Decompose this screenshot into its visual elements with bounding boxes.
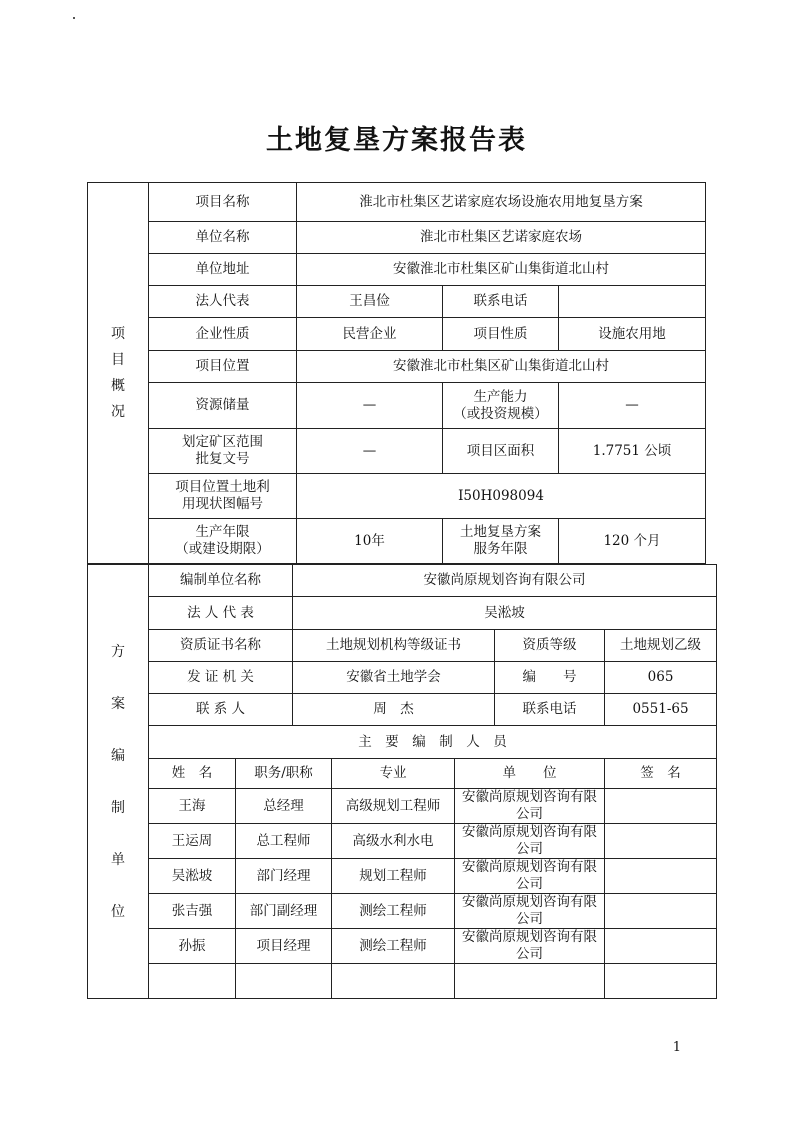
staff-sign <box>605 929 717 964</box>
staff-unit <box>455 964 605 999</box>
staff-title: 部门经理 <box>236 859 332 894</box>
location-label: 项目位置 <box>149 351 297 383</box>
staff-name: 王海 <box>149 789 236 824</box>
section-label-char: 制 <box>111 799 125 816</box>
staff-major: 测绘工程师 <box>332 929 455 964</box>
col-header-sign: 签 名 <box>605 759 717 789</box>
mining-doc-label-line1: 划定矿区范围 <box>182 434 263 450</box>
scan-speck <box>73 17 75 19</box>
staff-title: 总经理 <box>236 789 332 824</box>
staff-name: 张吉强 <box>149 894 236 929</box>
staff-sign <box>605 894 717 929</box>
staff-unit: 安徽尚原规划咨询有限公司 <box>455 929 605 964</box>
section-label-char: 单 <box>111 851 125 868</box>
phone-label: 联系电话 <box>443 286 559 318</box>
staff-sign <box>605 964 717 999</box>
prod-years-label-line1: 生产年限 <box>195 524 250 540</box>
project-name-value: 淮北市杜集区艺诺家庭农场设施农用地复垦方案 <box>297 183 706 222</box>
unit-name-value: 淮北市杜集区艺诺家庭农场 <box>297 222 706 254</box>
staff-header: 主 要 编 制 人 员 <box>149 726 717 759</box>
phone-value <box>559 286 706 318</box>
issuer-value: 安徽省土地学会 <box>293 662 495 694</box>
staff-unit: 安徽尚原规划咨询有限公司 <box>455 824 605 859</box>
enterprise-type-label: 企业性质 <box>149 318 297 351</box>
staff-title: 总工程师 <box>236 824 332 859</box>
capacity-label-line1: 生产能力 <box>473 388 528 405</box>
org-label: 编制单位名称 <box>149 565 293 597</box>
unit-address-label: 单位地址 <box>149 254 297 286</box>
section-label-char: 案 <box>111 695 125 712</box>
section-label-char: 方 <box>111 643 125 660</box>
staff-sign <box>605 789 717 824</box>
staff-unit: 安徽尚原规划咨询有限公司 <box>455 894 605 929</box>
staff-major: 测绘工程师 <box>332 894 455 929</box>
section-label-char: 项 <box>111 326 125 342</box>
staff-row <box>88 824 717 859</box>
capacity-value: — <box>559 383 706 429</box>
staff-row <box>88 789 717 824</box>
service-years-label <box>443 519 559 564</box>
staff-major: 高级水利水电 <box>332 824 455 859</box>
page-number: 1 <box>672 1040 681 1055</box>
contact-phone-value: 0551-65 <box>605 694 717 726</box>
staff-major <box>332 964 455 999</box>
staff-major: 高级规划工程师 <box>332 789 455 824</box>
legal-rep-label: 法人代表 <box>149 286 297 318</box>
rep-value: 吴淞坡 <box>293 597 717 630</box>
enterprise-type-value: 民营企业 <box>297 318 443 351</box>
reserves-label: 资源储量 <box>149 383 297 429</box>
rep-label: 法 人 代 表 <box>149 597 293 630</box>
prod-years-label <box>149 519 297 564</box>
staff-row <box>88 894 717 929</box>
staff-name: 吴淞坡 <box>149 859 236 894</box>
prod-years-label-line2: （或建设期限） <box>175 541 270 557</box>
staff-unit: 安徽尚原规划咨询有限公司 <box>455 789 605 824</box>
staff-title: 部门副经理 <box>236 894 332 929</box>
map-no-label-line1: 项目位置土地利 <box>175 479 270 495</box>
section-label-char: 编 <box>111 747 125 764</box>
mining-doc-label-line2: 批复文号 <box>195 451 250 467</box>
contact-value: 周 杰 <box>293 694 495 726</box>
section-label-char: 位 <box>111 903 125 920</box>
project-type-value: 设施农用地 <box>559 318 706 351</box>
capacity-label <box>443 383 559 429</box>
staff-sign <box>605 859 717 894</box>
service-years-label-line1: 土地复垦方案 <box>460 524 541 540</box>
compiling-unit-table <box>87 564 717 999</box>
staff-name: 王运周 <box>149 824 236 859</box>
section-label-char: 目 <box>111 352 125 368</box>
map-no-label <box>149 474 297 519</box>
document-title: 土地复垦方案报告表 <box>266 125 527 156</box>
staff-major: 规划工程师 <box>332 859 455 894</box>
staff-row <box>88 859 717 894</box>
staff-unit: 安徽尚原规划咨询有限公司 <box>455 859 605 894</box>
mining-doc-label <box>149 429 297 474</box>
project-name-label: 项目名称 <box>149 183 297 222</box>
staff-title: 项目经理 <box>236 929 332 964</box>
project-type-label: 项目性质 <box>443 318 559 351</box>
staff-name <box>149 964 236 999</box>
unit-address-value: 安徽淮北市杜集区矿山集街道北山村 <box>297 254 706 286</box>
staff-sign <box>605 824 717 859</box>
service-years-label-line2: 服务年限 <box>473 541 528 557</box>
cert-value: 土地规划机构等级证书 <box>293 630 495 662</box>
col-header-name: 姓 名 <box>149 759 236 789</box>
col-header-unit: 单 位 <box>455 759 605 789</box>
col-header-title: 职务/职称 <box>236 759 332 789</box>
number-value: 065 <box>605 662 717 694</box>
section-label-char: 概 <box>111 378 125 394</box>
unit-name-label: 单位名称 <box>149 222 297 254</box>
map-no-value: I50H098094 <box>297 474 706 519</box>
section-compiling-unit-label <box>88 565 149 999</box>
map-no-label-line2: 用现状图幅号 <box>182 496 263 512</box>
contact-phone-label: 联系电话 <box>495 694 605 726</box>
section-project-overview-label <box>88 183 149 564</box>
staff-row-empty <box>88 964 717 999</box>
grade-value: 土地规划乙级 <box>605 630 717 662</box>
staff-name: 孙振 <box>149 929 236 964</box>
area-label: 项目区面积 <box>443 429 559 474</box>
org-value: 安徽尚原规划咨询有限公司 <box>293 565 717 597</box>
number-label: 编 号 <box>495 662 605 694</box>
cert-label: 资质证书名称 <box>149 630 293 662</box>
service-years-value: 120 个月 <box>559 519 706 564</box>
legal-rep-value: 王昌俭 <box>297 286 443 318</box>
section-label-char: 况 <box>111 404 125 420</box>
area-value: 1.7751 公顷 <box>559 429 706 474</box>
issuer-label: 发 证 机 关 <box>149 662 293 694</box>
mining-doc-value: — <box>297 429 443 474</box>
staff-title <box>236 964 332 999</box>
project-overview-table <box>87 182 706 564</box>
location-value: 安徽淮北市杜集区矿山集街道北山村 <box>297 351 706 383</box>
reserves-value: — <box>297 383 443 429</box>
col-header-major: 专业 <box>332 759 455 789</box>
staff-row <box>88 929 717 964</box>
prod-years-value: 10年 <box>297 519 443 564</box>
capacity-label-line2: （或投资规模） <box>453 405 548 422</box>
contact-label: 联 系 人 <box>149 694 293 726</box>
grade-label: 资质等级 <box>495 630 605 662</box>
